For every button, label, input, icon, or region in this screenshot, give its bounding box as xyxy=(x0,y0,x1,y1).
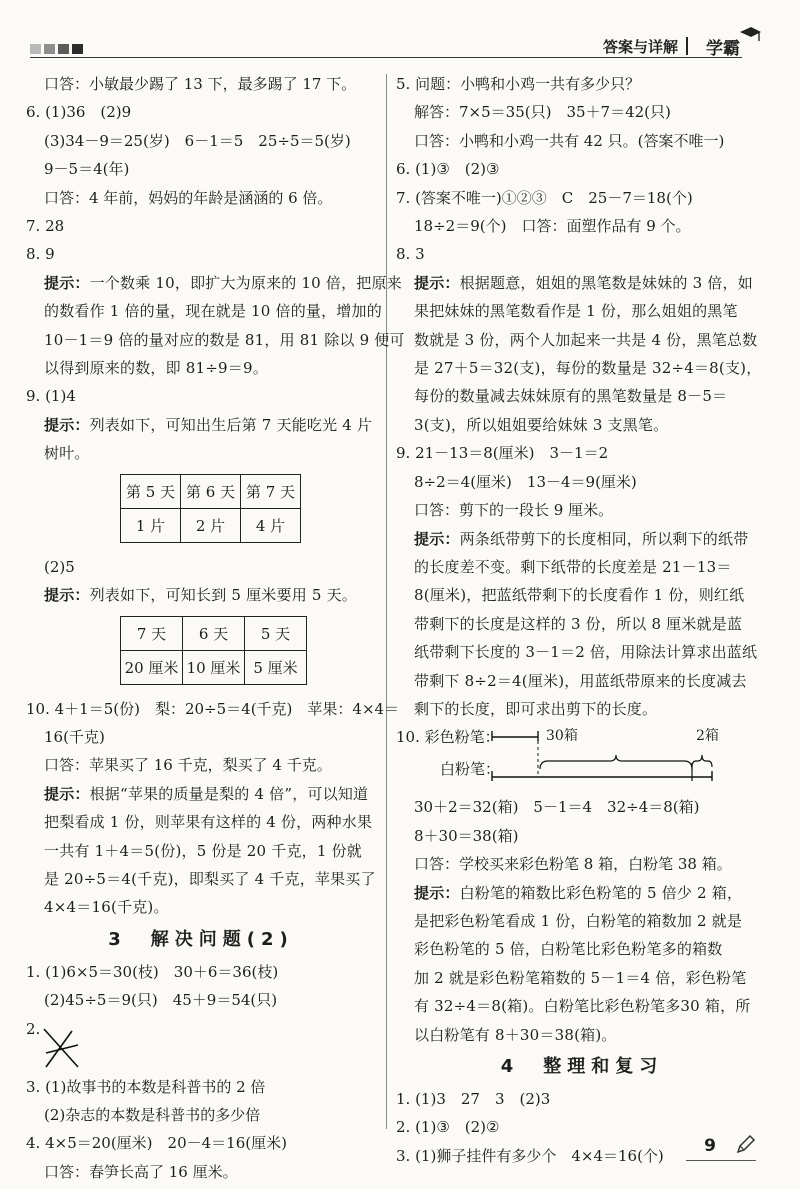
header-decoration-blocks xyxy=(30,44,83,54)
answer-line: 5. 问题：小鸭和小鸡一共有多少只？ xyxy=(396,75,641,93)
answer-line: 16(千克) xyxy=(44,727,105,746)
hint-label: 提示： xyxy=(44,273,90,292)
left-column xyxy=(26,70,405,1186)
hint-line xyxy=(26,581,376,609)
hint-line: 3(支)，所以姐姐要给妹妹 3 支黑笔。 xyxy=(414,415,669,434)
pencil-icon xyxy=(734,1134,756,1156)
hint-line xyxy=(396,879,768,907)
section-title: 3 解决问题(2) xyxy=(108,928,294,950)
answer-line: 3. (1)故事书的本数是科普书的 2 倍 xyxy=(26,1077,266,1096)
footer-rule xyxy=(686,1160,756,1161)
answer-line: (2)45÷5＝9(只) 45＋9＝54(只) xyxy=(44,991,278,1010)
hint-line xyxy=(396,269,768,297)
hint-line: 8(厘米)，把蓝纸带剩下的长度看作 1 份，则红纸 xyxy=(414,586,745,605)
hint-text: 两条纸带剪下的长度相同，所以剩下的纸带 xyxy=(459,529,749,548)
hint-line: 是 27＋5＝32(支)，每份的数量是 32÷4＝8(支)， xyxy=(414,359,762,378)
hint-line: 是把彩色粉笔看成 1 份，白粉笔的箱数加 2 就是 xyxy=(414,911,743,930)
answer-line: (2)杂志的本数是科普书的多少倍 xyxy=(44,1105,261,1124)
answer-line: 口答：春笋长高了 16 厘米。 xyxy=(44,1162,238,1181)
hint-text: 白粉笔的箱数比彩色粉笔的 5 倍少 2 箱， xyxy=(459,883,743,902)
header-rule xyxy=(30,57,742,58)
hint-text: 根据题意，姐姐的黑笔数是妹妹的 3 倍，如 xyxy=(459,273,753,292)
answer-line: 9－5＝4(年) xyxy=(44,160,130,179)
hint-line: 以得到原来的数，即 81÷9＝9。 xyxy=(44,359,268,378)
table-cell: 第 7 天 xyxy=(241,474,301,508)
hint-line: 是 20÷5＝4(千克)，即梨买了 4 千克，苹果买了 xyxy=(44,869,376,888)
table-cell: 6 天 xyxy=(183,616,245,650)
answer-line: 口答：4 年前，妈妈的年龄是涵涵的 6 倍。 xyxy=(44,188,333,207)
diagram-label-30: 30箱 xyxy=(546,728,578,745)
hint-line: 数就是 3 份，两个人加起来一共是 4 份，黑笔总数 xyxy=(414,330,758,349)
diagram-label-2: 2箱 xyxy=(696,728,719,745)
answer-line: 6. (1)36 (2)9 xyxy=(26,103,132,122)
answer-line: (2)5 xyxy=(44,557,75,576)
column-divider xyxy=(386,74,387,1129)
table-row xyxy=(121,474,301,508)
answer-line: 2. (1)③ (2)② xyxy=(396,1118,500,1137)
answer-line: 10. 4＋1＝5(份) 梨：20÷5＝4(千克) 苹果：4×4＝ xyxy=(26,699,400,718)
answer-line: 7. (答案不唯一)①②③ C 25－7＝18(个) xyxy=(396,188,693,207)
answer-line: 6. (1)③ (2)③ xyxy=(396,160,500,179)
hint-label: 提示： xyxy=(44,586,90,605)
answer-line: 口答：小敏最少踢了 13 下，最多踢了 17 下。 xyxy=(44,75,357,93)
graduation-cap-icon xyxy=(738,24,762,46)
hint-line: 带剩下 8÷2＝4(厘米)，用蓝纸带原来的长度减去 xyxy=(414,671,747,690)
answer-line: 口答：学校买来彩色粉笔 8 箱，白粉笔 38 箱。 xyxy=(414,855,732,874)
hint-line: 一共有 1＋4＝5(份)，5 份是 20 千克，1 份就 xyxy=(44,841,362,860)
header-title: 答案与详解 xyxy=(602,38,678,56)
header-brand: 学霸 xyxy=(706,39,740,59)
hint-line: 果把妹妹的黑笔数看作是 1 份，那么姐姐的黑笔 xyxy=(414,302,738,321)
header-separator xyxy=(686,37,688,55)
growth-table xyxy=(120,616,307,685)
table-cell: 20 厘米 xyxy=(121,650,183,684)
right-column xyxy=(396,70,768,1170)
header-block xyxy=(72,44,83,54)
hint-line: 有 32÷4＝8(箱)。白粉笔比彩色粉笔多30 箱，所 xyxy=(414,997,751,1016)
header-block xyxy=(44,44,55,54)
hint-line: 的长度差不变。剩下纸带的长度差是 21－13＝ xyxy=(414,557,732,576)
hint-line: 把梨看成 1 份，则苹果有这样的 4 份，两种水果 xyxy=(44,813,373,832)
segment-diagram xyxy=(396,723,768,793)
answer-line: 8. 9 xyxy=(26,245,55,264)
hint-line xyxy=(26,411,376,439)
hint-line: 加 2 就是彩色粉笔箱数的 5－1＝4 倍，彩色粉笔 xyxy=(414,968,747,987)
cross-lines-icon xyxy=(42,1027,82,1071)
table-cell: 2 片 xyxy=(181,508,241,542)
table-cell: 10 厘米 xyxy=(183,650,245,684)
hint-line: 纸带剩下长度的 3－1＝2 倍，用除法计算求出蓝纸 xyxy=(414,643,758,662)
hint-text: 一个数乘 10，即扩大为原来的 10 倍，把原来 xyxy=(89,273,402,292)
answer-line: 9. 21－13＝8(厘米) 3－1＝2 xyxy=(396,444,609,463)
diagram-label-white: 白粉笔： xyxy=(440,760,501,779)
answer-line: 9. (1)4 xyxy=(26,387,76,406)
answer-line: 18÷2＝9(个) 口答：面塑作品有 9 个。 xyxy=(414,217,691,236)
hint-text: 根据“苹果的质量是梨的 4 倍”，可以知道 xyxy=(89,784,369,803)
answer-line: 8÷2＝4(厘米) 13－4＝9(厘米) xyxy=(414,472,637,491)
hint-text: 列表如下，可知出生后第 7 天能吃光 4 片 xyxy=(89,415,373,434)
leaf-table xyxy=(120,474,301,543)
answer-line: 1. (1)3 27 3 (2)3 xyxy=(396,1090,551,1108)
hint-line: 10－1＝9 倍的量对应的数是 81，用 81 除以 9 便可 xyxy=(44,330,405,349)
table-cell: 1 片 xyxy=(121,508,181,542)
table-cell: 5 天 xyxy=(245,616,307,650)
answer-line: 8＋30＝38(箱) xyxy=(414,826,519,845)
answer-line: 口答：剪下的一段长 9 厘米。 xyxy=(414,501,614,520)
hint-line xyxy=(26,780,376,808)
hint-label: 提示： xyxy=(414,273,460,292)
table-cell: 5 厘米 xyxy=(245,650,307,684)
answer-line: 7. 28 xyxy=(26,217,65,236)
page-number: 9 xyxy=(704,1136,716,1156)
table-row xyxy=(121,616,307,650)
answer-line: 30＋2＝32(箱) 5－1＝4 32÷4＝8(箱) xyxy=(414,798,700,817)
table-row xyxy=(121,508,301,542)
hint-line: 彩色粉笔的 5 倍，白粉笔比彩色粉笔多的箱数 xyxy=(414,940,723,959)
answer-line xyxy=(26,1015,376,1073)
segment-lines xyxy=(490,727,720,789)
hint-line: 4×4＝16(千克)。 xyxy=(44,898,169,917)
hint-line xyxy=(396,525,768,553)
answer-line: 1. (1)6×5＝30(枝) 30＋6＝36(枝) xyxy=(26,962,279,981)
table-row xyxy=(121,650,307,684)
answer-line: 4. 4×5＝20(厘米) 20－4＝16(厘米) xyxy=(26,1134,287,1153)
header-block xyxy=(30,44,41,54)
hint-line: 剩下的长度，即可求出剪下的长度。 xyxy=(414,699,658,718)
answer-line: 3. (1)狮子挂件有多少个 4×4＝16(个) xyxy=(396,1146,664,1165)
hint-label: 提示： xyxy=(44,415,90,434)
hint-line xyxy=(26,269,402,297)
table-cell: 第 5 天 xyxy=(121,474,181,508)
answer-line: 口答：小鸭和小鸡一共有 42 只。(答案不唯一) xyxy=(414,131,725,150)
question-number: 2. xyxy=(26,1019,41,1038)
answer-line: 8. 3 xyxy=(396,245,425,264)
hint-label: 提示： xyxy=(414,883,460,902)
hint-line: 每份的数量减去妹妹原有的黑笔数量是 8－5＝ xyxy=(414,387,728,406)
hint-text: 列表如下，可知长到 5 厘米要用 5 天。 xyxy=(89,586,357,605)
hint-label: 提示： xyxy=(44,784,90,803)
table-cell: 7 天 xyxy=(121,616,183,650)
hint-line: 树叶。 xyxy=(44,444,90,463)
section-title: 4 整理和复习 xyxy=(500,1056,664,1077)
hint-line: 的数看作 1 倍的量，现在就是 10 倍的量，增加的 xyxy=(44,302,382,321)
answer-line: (3)34－9＝25(岁) 6－1＝5 25÷5＝5(岁) xyxy=(44,131,351,150)
table-cell: 4 片 xyxy=(241,508,301,542)
diagram-label-color: 10. 彩色粉笔： xyxy=(396,728,500,747)
answer-line: 口答：苹果买了 16 千克，梨买了 4 千克。 xyxy=(44,756,332,775)
table-cell: 第 6 天 xyxy=(181,474,241,508)
header-block xyxy=(58,44,69,54)
hint-line: 以白粉笔有 8＋30＝38(箱)。 xyxy=(414,1025,617,1044)
page-header xyxy=(0,0,800,62)
answer-line: 解答：7×5＝35(只) 35＋7＝42(只) xyxy=(414,103,671,122)
hint-label: 提示： xyxy=(414,529,460,548)
hint-line: 带剩下的长度是这样的 3 份，所以 8 厘米就是蓝 xyxy=(414,614,743,633)
